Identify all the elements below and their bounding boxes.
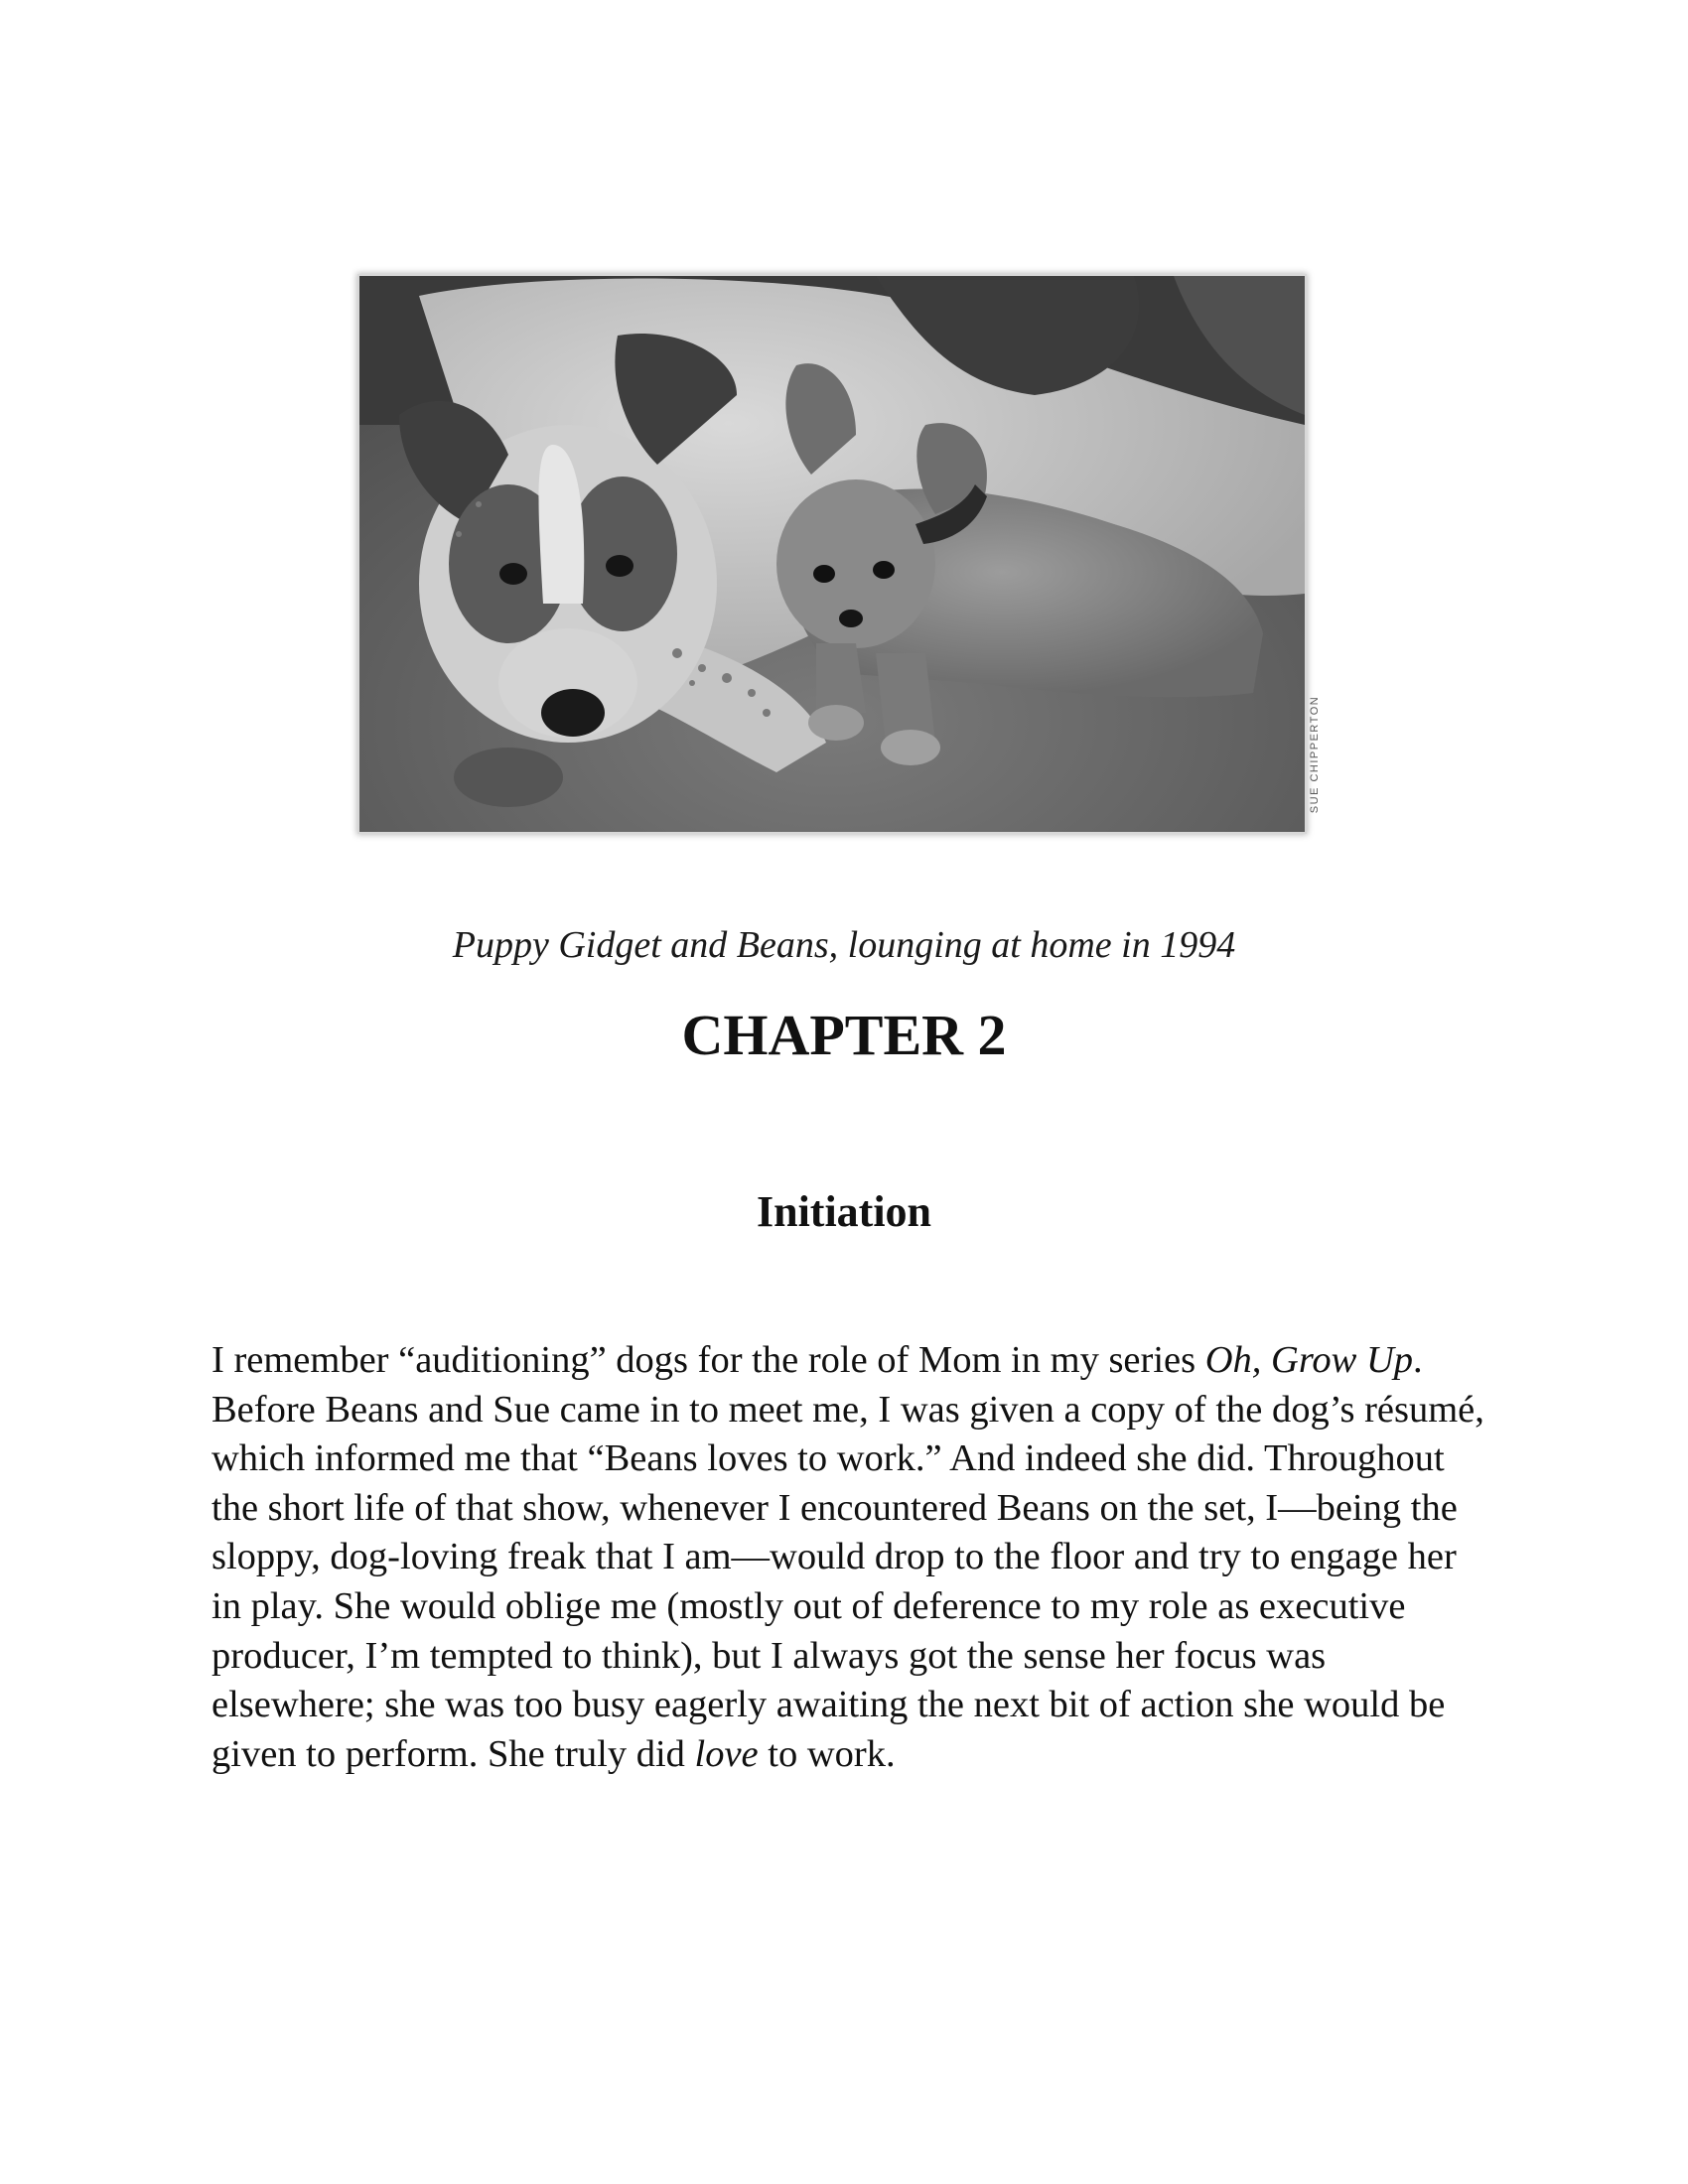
photo-two-dogs xyxy=(359,276,1305,832)
paragraph-text: to work. xyxy=(758,1732,896,1775)
chapter-title: Initiation xyxy=(756,1187,932,1236)
paragraph-text: . Before Beans and Sue came in to meet me, I was given a copy of the dog’s résumé, which informed me that “Beans loves to work.” And indeed she did. Throughout the short life of that show, whenever I encountered Beans on the set, I—being the sloppy, dog-loving freak that I am—would drop to the floor and try to engage her in play. She would oblige me (mostly out of deference to my role as executive producer, I’m tempted to think), but I always got the sense her focus was elsewhere; she was too busy eagerly awaiting the next bit of action she would be given to perform. She truly did xyxy=(211,1339,1484,1775)
paragraph-text: I remember “auditioning” dogs for the role of Mom in my series xyxy=(211,1339,1205,1381)
body-text xyxy=(211,1336,1492,1779)
photo-illustration xyxy=(359,276,1305,832)
emphasis: love xyxy=(694,1732,759,1775)
figure-caption: Puppy Gidget and Beans, lounging at home in 1994 xyxy=(452,924,1236,966)
paragraph xyxy=(211,1336,1492,1779)
chapter-heading: CHAPTER 2 xyxy=(681,1003,1007,1067)
show-title: Oh, Grow Up xyxy=(1204,1339,1414,1381)
figure xyxy=(359,276,1305,832)
photo-credit: SUE CHIPPERTON xyxy=(1309,695,1321,814)
